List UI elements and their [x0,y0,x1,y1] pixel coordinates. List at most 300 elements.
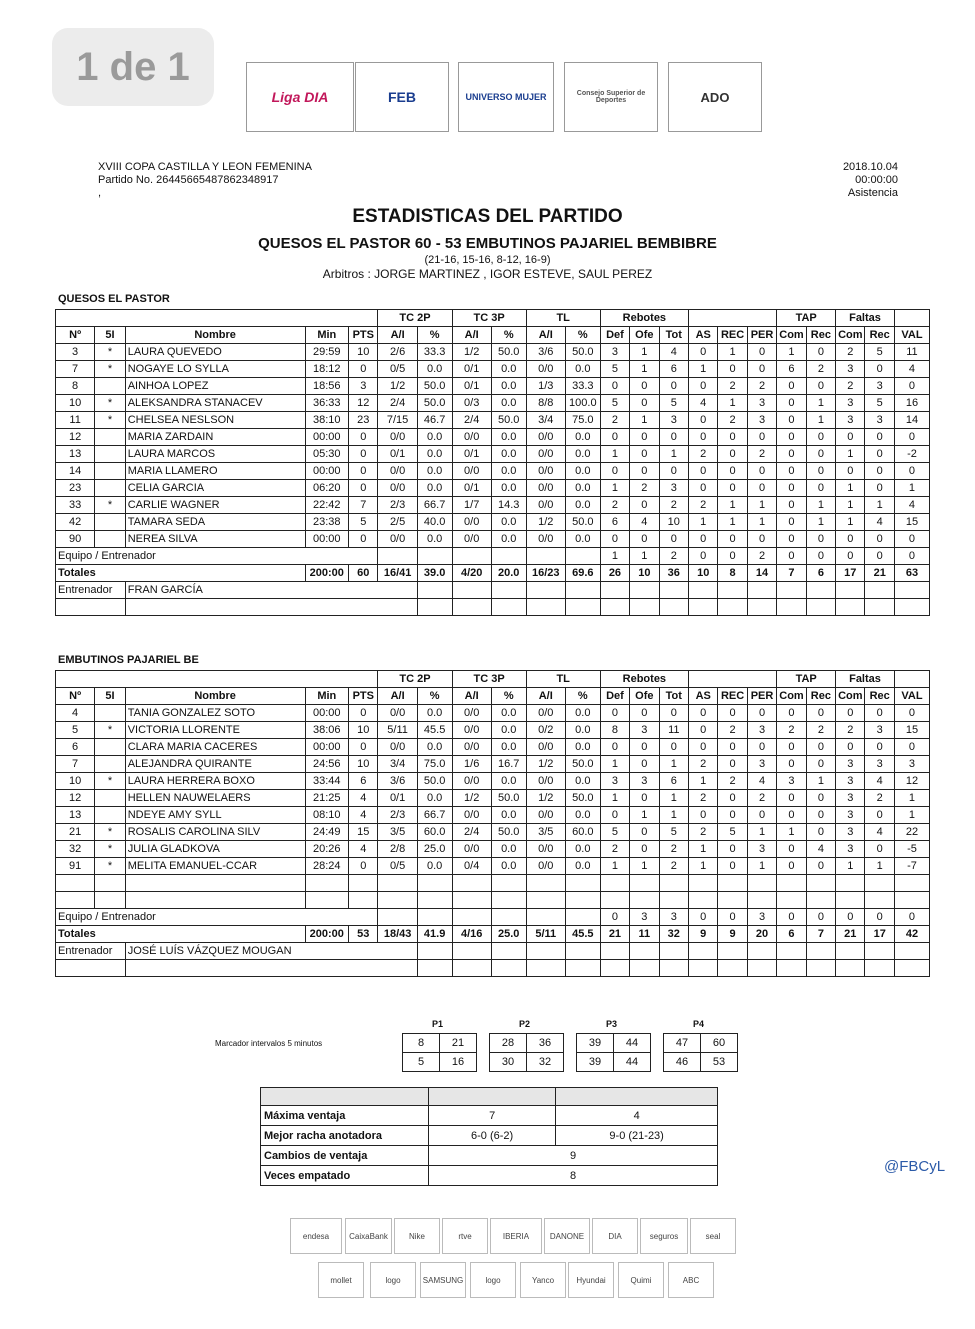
stat-cell: 0 [865,429,894,446]
stat-cell: 0.0 [565,429,600,446]
stat-cell: 0 [894,739,929,756]
page-title: ESTADISTICAS DEL PARTIDO [352,206,623,227]
stat-cell: 14 [56,463,95,480]
stat-cell: 9 [689,926,718,943]
empty-cell [806,943,835,960]
stat-cell: 0 [777,858,806,875]
team-row-label: Equipo / Entrenador [56,909,378,926]
stat-cell: 21:25 [305,790,349,807]
period-row [490,1034,564,1053]
stat-cell: 2/4 [452,824,491,841]
stat-cell: 0/1 [452,446,491,463]
totals-label: Totales [56,926,306,943]
stat-cell: 3 [836,412,865,429]
stat-cell: * [95,395,126,412]
empty-cell [836,960,865,977]
stat-cell: 12 [56,429,95,446]
stat-cell: 4 [56,705,95,722]
stat-cell: 0/4 [452,858,491,875]
stat-cell: 3 [777,773,806,790]
logo-text: Consejo Superior de Deportes [576,90,646,104]
column-header-cell: Def [600,327,629,344]
stat-cell: 6 [777,926,806,943]
player-row [56,841,930,858]
period-row [577,1034,651,1053]
period-score: 47 [664,1034,701,1053]
stat-cell: 14 [747,565,776,582]
stat-cell: 0 [689,909,718,926]
stat-cell: 8 [718,565,747,582]
column-header-cell: REC [718,688,747,705]
stat-cell: 32 [56,841,95,858]
empty-cell [565,943,600,960]
stat-cell: 6 [56,739,95,756]
stat-cell: 15 [894,514,929,531]
stat-cell: 0 [777,497,806,514]
stat-cell: 1/2 [526,790,565,807]
empty-cell [836,599,865,616]
column-header-cell: Rec [806,688,835,705]
stat-cell: 2 [865,790,894,807]
stat-cell: 50.0 [565,344,600,361]
stat-cell: 20 [747,926,776,943]
stat-cell: 6 [777,361,806,378]
stat-cell: 0 [630,756,659,773]
stat-cell: 0/3 [452,395,491,412]
stat-cell: 0 [747,705,776,722]
column-header-cell: % [565,688,600,705]
period-score: 39 [577,1034,614,1053]
stat-cell: 4 [747,773,776,790]
stat-cell [95,514,126,531]
stat-cell: * [95,841,126,858]
stat-cell [95,378,126,395]
coach-name: JOSÉ LUÍS VÁZQUEZ MOUGAN [125,943,417,960]
empty-cell [417,875,452,892]
stat-cell: 0/0 [452,807,491,824]
stat-cell: 0.0 [491,705,526,722]
stat-cell: * [95,773,126,790]
stat-cell: 0 [777,395,806,412]
summary-table [260,1087,718,1186]
stat-cell: 66.7 [417,807,452,824]
stat-cell: 1 [836,480,865,497]
logo-text: ADO [700,89,730,105]
stat-cell: 5 [659,395,688,412]
empty-cell [526,548,565,565]
stat-cell: 5 [600,361,629,378]
stat-cell: 0.0 [491,395,526,412]
empty-cell [56,892,95,909]
summary-label: Cambios de ventaja [261,1146,429,1166]
attendance-label: Asistencia [847,187,898,199]
summary-row [261,1126,718,1146]
empty-cell [526,960,565,977]
stat-cell: 6 [600,514,629,531]
period-row [577,1053,651,1072]
stat-cell: 0 [865,480,894,497]
stat-cell: 0 [806,705,835,722]
stat-cell: 7/15 [378,412,417,429]
stat-cell: 1 [747,858,776,875]
stat-cell: 0.0 [417,858,452,875]
stat-cell: 3 [747,722,776,739]
stat-cell: 0/0 [526,480,565,497]
stat-cell: 2 [747,790,776,807]
stat-cell: 00:00 [305,705,349,722]
stat-cell: * [95,858,126,875]
empty-cell [894,892,929,909]
empty-cell [806,599,835,616]
column-header-cell: PER [747,688,776,705]
empty-cell [865,599,894,616]
stat-cell: 0.0 [565,480,600,497]
stat-cell: 0/0 [526,858,565,875]
stat-cell: 0.0 [565,722,600,739]
stat-cell: 50.0 [565,514,600,531]
period-score: 30 [490,1053,527,1072]
stat-cell: 3 [836,841,865,858]
player-name: TAMARA SEDA [125,514,305,531]
stat-cell: 2 [718,412,747,429]
stat-cell: 1/2 [526,756,565,773]
player-row [56,790,930,807]
stat-cell: 0/1 [452,361,491,378]
stat-cell: 0 [718,429,747,446]
period-label: P4 [693,1019,705,1029]
stat-cell: 3 [600,773,629,790]
stat-cell: 2 [659,497,688,514]
player-row [56,514,930,531]
stat-cell: 2/4 [452,412,491,429]
period-score: 28 [490,1034,527,1053]
stat-cell: 11 [894,344,929,361]
stat-cell: 0/0 [452,722,491,739]
stat-cell: 3 [836,773,865,790]
stat-cell: 0 [836,739,865,756]
stat-cell: 0/0 [452,841,491,858]
stat-cell: * [95,497,126,514]
stat-cell: 3 [894,756,929,773]
stat-cell: 7 [56,756,95,773]
stat-cell: 0.0 [491,378,526,395]
stat-cell: 1 [630,807,659,824]
stat-cell: 1/7 [452,497,491,514]
empty-cell [349,875,378,892]
stat-cell: 200:00 [305,565,349,582]
player-name: CELIA GARCIA [125,480,305,497]
player-row [56,463,930,480]
stat-cell: 0/5 [378,858,417,875]
stat-cell: 0.0 [417,739,452,756]
stat-cell: 4/16 [452,926,491,943]
empty-cell [600,582,629,599]
stat-cell: 0.0 [491,361,526,378]
stat-cell: 0/1 [378,446,417,463]
period-score: 44 [614,1053,651,1072]
stat-cell: 0 [777,531,806,548]
sponsor-logo: IBERIA [490,1218,542,1254]
stat-cell: 0.0 [565,739,600,756]
stat-cell: 0.0 [417,531,452,548]
stat-cell: 75.0 [565,412,600,429]
stat-cell: 4 [865,514,894,531]
empty-cell [417,548,452,565]
stat-cell: 38:10 [305,412,349,429]
stat-cell: 21 [56,824,95,841]
stat-cell: 8 [56,378,95,395]
stat-cell: 0 [836,531,865,548]
empty-cell [836,943,865,960]
stat-cell: 2 [806,361,835,378]
stat-cell: 0 [349,858,378,875]
stat-cell: 0 [600,807,629,824]
stat-cell: 0 [777,480,806,497]
stat-cell: 1 [600,446,629,463]
empty-cell [689,960,718,977]
empty-cell [417,960,452,977]
player-name: VICTORIA LLORENTE [125,722,305,739]
quarter-scores: (21-16, 15-16, 8-12, 16-9) [424,254,551,266]
period-score: 16 [440,1053,477,1072]
stat-cell: 0 [865,739,894,756]
empty-cell [806,960,835,977]
stat-cell: 69.6 [565,565,600,582]
stat-cell: 0.0 [565,807,600,824]
period-table [576,1033,651,1072]
player-row [56,480,930,497]
summary-header-cell [556,1088,718,1106]
player-name: LAURA HERRERA BOXO [125,773,305,790]
stat-cell: 0 [659,739,688,756]
stat-cell: 0 [349,463,378,480]
totals-row [56,926,930,943]
stat-cell: 0/0 [452,773,491,790]
player-name: MARIA LLAMERO [125,463,305,480]
stat-cell: 0.0 [565,531,600,548]
player-row [56,807,930,824]
column-header-cell: AS [689,688,718,705]
stat-cell: 1 [600,548,629,565]
stat-cell: 33.3 [417,344,452,361]
summary-row [261,1146,718,1166]
period-score: 60 [701,1034,738,1053]
stat-cell: 11 [659,722,688,739]
stat-cell: 9 [718,926,747,943]
stat-cell: 0/0 [526,361,565,378]
empty-cell [452,599,491,616]
stat-cell: 0 [630,739,659,756]
player-row [56,361,930,378]
stat-cell [95,531,126,548]
stat-cell: 33 [56,497,95,514]
column-header-cell: Rec [806,327,835,344]
stat-cell: 1 [600,790,629,807]
empty-cell [526,943,565,960]
stat-cell: 3 [865,378,894,395]
empty-cell [806,875,835,892]
stat-cell: * [95,344,126,361]
stat-cell: 0 [747,480,776,497]
stat-cell: 0 [747,361,776,378]
empty-cell [600,943,629,960]
stat-cell: 0 [718,790,747,807]
empty-cell [894,599,929,616]
stat-cell: 4 [630,514,659,531]
coach-row [56,943,930,960]
stat-cell: 0 [718,739,747,756]
empty-cell [491,909,526,926]
stat-cell: 0 [777,739,806,756]
stat-cell: 1 [806,773,835,790]
page-counter-text: 1 de 1 [76,44,190,89]
team1-stats-table [55,309,930,616]
stat-cell: 0.0 [491,807,526,824]
column-header-cell: Ofe [630,688,659,705]
empty-cell [600,960,629,977]
stat-cell: 1 [806,412,835,429]
stat-cell: 1 [777,344,806,361]
column-header-cell: PTS [349,327,378,344]
period-score: 39 [577,1053,614,1072]
stat-cell: 2 [659,858,688,875]
stat-cell: 17 [865,926,894,943]
stat-cell: 08:10 [305,807,349,824]
stat-cell: 00:00 [305,463,349,480]
stat-cell: 0 [718,841,747,858]
stat-cell: 10 [349,756,378,773]
stat-cell: 1 [600,756,629,773]
stat-cell: 0 [718,858,747,875]
empty-cell [452,943,491,960]
stat-cell: 10 [630,565,659,582]
stat-cell: 0 [630,395,659,412]
stat-cell: 2 [777,722,806,739]
match-date: 2018.10.04 [842,161,898,173]
stat-cell: 0/0 [526,497,565,514]
stat-cell: 0 [630,463,659,480]
stat-cell: 0 [806,756,835,773]
period-score: 21 [440,1034,477,1053]
empty-cell [452,582,491,599]
stat-cell: 0 [806,909,835,926]
stat-cell: 50.0 [417,773,452,790]
stat-cell: 0 [894,378,929,395]
stat-cell: 0 [806,429,835,446]
empty-cell [777,960,806,977]
player-name: CARLIE WAGNER [125,497,305,514]
player-name: NOGAYE LO SYLLA [125,361,305,378]
stat-cell: 0 [689,378,718,395]
stat-cell: 18:12 [305,361,349,378]
sponsor-logo: CaixaBank [345,1218,392,1254]
stat-cell: 0 [689,480,718,497]
empty-cell [806,582,835,599]
stat-cell: 4 [894,361,929,378]
stat-cell: 0 [747,344,776,361]
stat-cell: 32 [659,926,688,943]
empty-cell [378,909,417,926]
sponsor-logo: SAMSUNG [420,1262,466,1298]
empty-cell [865,943,894,960]
summary-label: Máxima ventaja [261,1106,429,1126]
stat-cell: 1 [806,497,835,514]
stat-cell: 24:56 [305,756,349,773]
stat-cell: 0 [349,429,378,446]
summary-row [261,1166,718,1186]
date-info [843,161,898,200]
column-header-cell: A/I [378,327,417,344]
player-name: LAURA QUEVEDO [125,344,305,361]
stat-cell: 3 [349,378,378,395]
player-row [56,395,930,412]
empty-cell [452,892,491,909]
stat-cell: 24:49 [305,824,349,841]
stat-cell: 0 [777,548,806,565]
stat-cell: 0.0 [417,463,452,480]
column-header-cell: Tot [659,327,688,344]
stat-cell: 0.0 [565,497,600,514]
group-header-cell: TL [526,671,600,688]
empty-cell [836,892,865,909]
stat-cell: 21 [865,565,894,582]
stat-cell: 42 [56,514,95,531]
sponsor-logo: logo [370,1262,416,1298]
empty-cell [630,599,659,616]
period-score: 44 [614,1034,651,1053]
stat-cell: 0 [806,824,835,841]
stat-cell: 0 [600,429,629,446]
stat-cell: 0 [806,463,835,480]
stat-cell: 2 [747,378,776,395]
stat-cell: 63 [894,565,929,582]
stat-cell: 5 [600,824,629,841]
period-score: 8 [403,1034,440,1053]
stat-cell: 1 [630,858,659,875]
group-header-cell: Rebotes [600,671,688,688]
period-row [490,1053,564,1072]
stat-cell: 3 [747,756,776,773]
group-header-cell: TC 2P [378,310,452,327]
empty-cell [659,960,688,977]
empty-cell [630,960,659,977]
team-row [56,909,930,926]
stat-cell: 21 [836,926,865,943]
blank-row [56,892,930,909]
stat-cell: 3 [659,412,688,429]
stat-cell: 0 [689,807,718,824]
stat-cell: 1 [659,807,688,824]
stat-cell: 0 [806,739,835,756]
column-header-cell: Com [777,327,806,344]
twitter-handle[interactable]: @FBCyL [884,1158,946,1175]
stat-cell: 4/20 [452,565,491,582]
stat-cell: 0.0 [491,722,526,739]
stat-cell: 28:24 [305,858,349,875]
stat-cell: 0 [806,531,835,548]
period-score: 36 [527,1034,564,1053]
empty-cell [526,909,565,926]
empty-cell [378,875,417,892]
stat-cell: 0 [836,463,865,480]
column-header-cell: % [565,327,600,344]
sponsor-logo: rtve [442,1218,488,1254]
page-counter-badge [52,28,214,106]
summary-header-cell [261,1088,429,1106]
period-row [403,1053,477,1072]
stat-cell: 0.0 [491,531,526,548]
stat-cell: 2 [718,722,747,739]
